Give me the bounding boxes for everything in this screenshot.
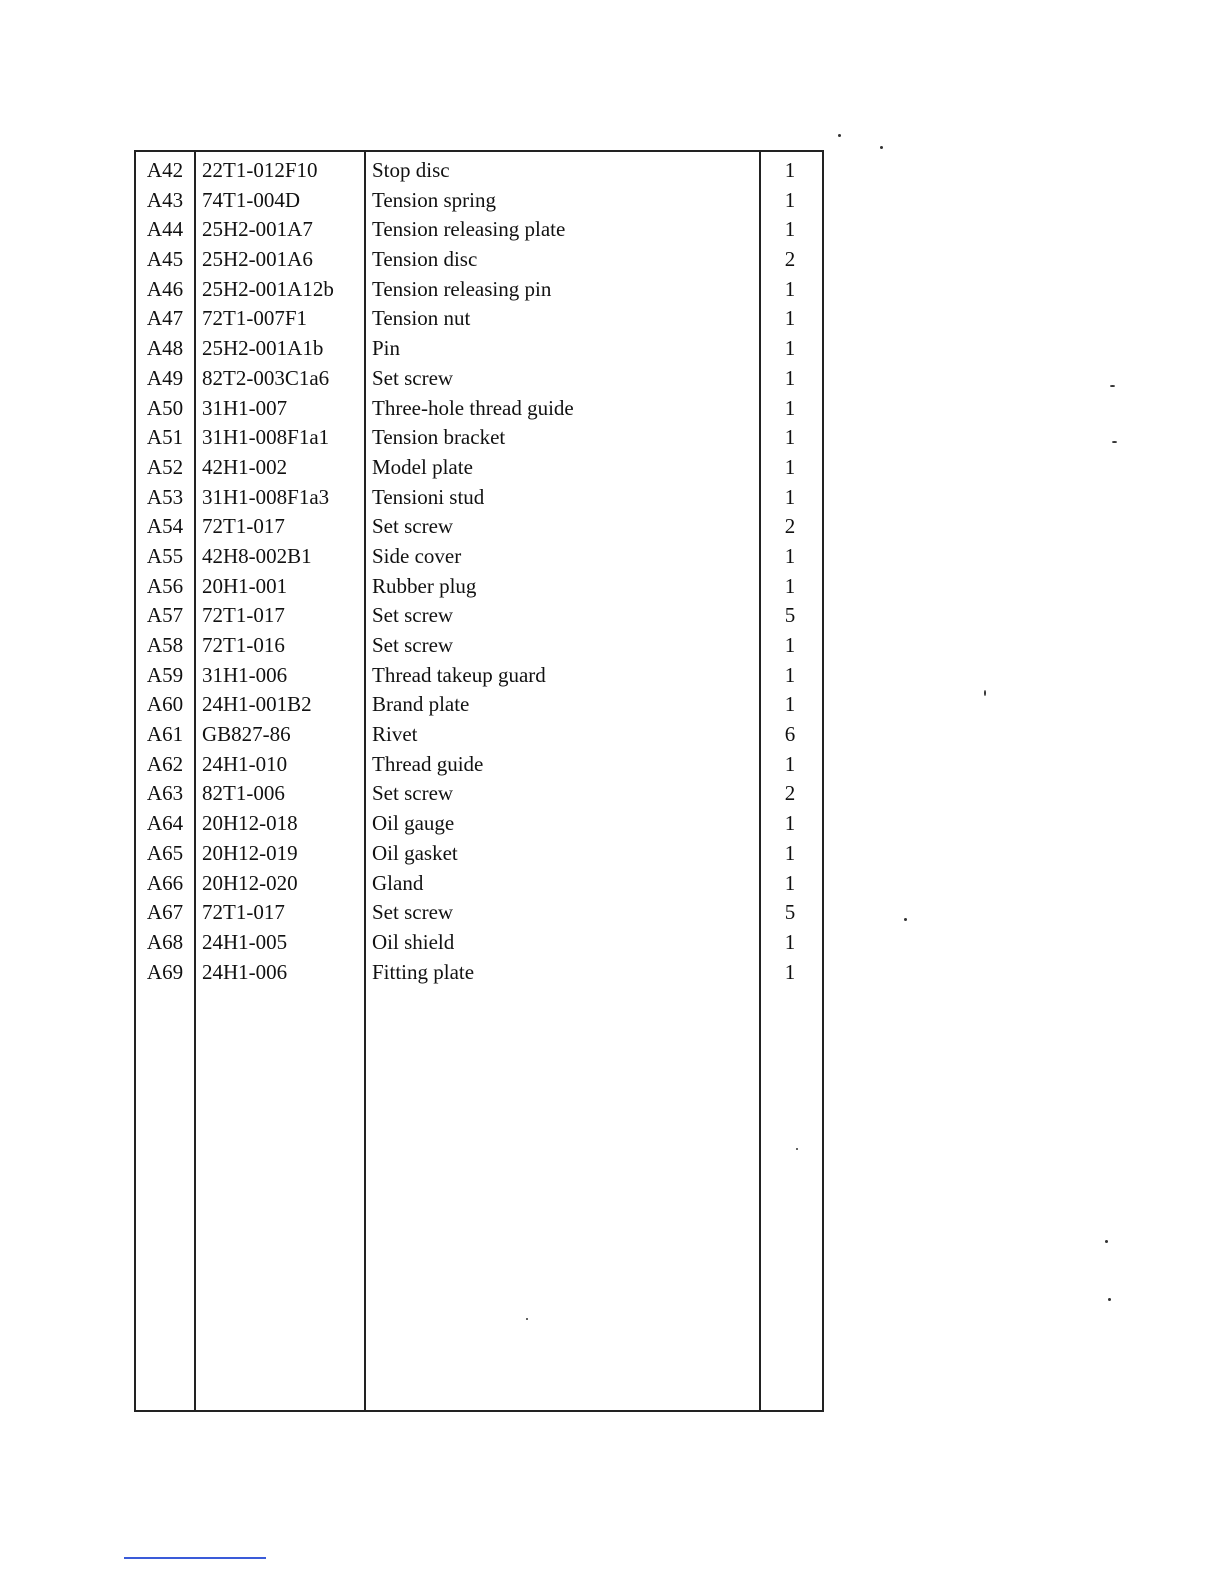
part-code: 20H12-019 <box>202 840 298 865</box>
scan-speck <box>1108 1298 1111 1301</box>
scan-speck <box>796 1148 798 1150</box>
part-code: 25H2-001A1b <box>202 336 324 361</box>
table-row <box>136 423 822 453</box>
part-code: 31H1-008F1a3 <box>202 484 330 509</box>
part-number: A63 <box>146 781 184 806</box>
part-description: Brand plate <box>372 692 470 717</box>
part-quantity: 1 <box>784 573 796 598</box>
part-code: 31H1-006 <box>202 662 288 687</box>
part-description: Set screw <box>372 603 454 628</box>
table-row <box>136 958 822 988</box>
part-code: 72T1-017 <box>202 900 285 925</box>
part-number: A62 <box>146 751 184 776</box>
part-quantity: 1 <box>784 217 796 242</box>
part-quantity: 1 <box>784 365 796 390</box>
part-quantity: 2 <box>784 514 796 539</box>
part-description: Rivet <box>372 722 418 747</box>
part-code: GB827-86 <box>202 722 291 747</box>
table-row <box>136 512 822 542</box>
part-description: Fitting plate <box>372 959 475 984</box>
part-description: Three-hole thread guide <box>372 395 574 420</box>
part-quantity: 2 <box>784 247 796 272</box>
table-row <box>136 334 822 364</box>
table-row <box>136 394 822 424</box>
table-row <box>136 750 822 780</box>
part-quantity: 1 <box>784 484 796 509</box>
part-code: 24H1-006 <box>202 959 288 984</box>
part-description: Side cover <box>372 543 462 568</box>
part-quantity: 1 <box>784 425 796 450</box>
part-quantity: 1 <box>784 929 796 954</box>
part-number: A56 <box>146 573 184 598</box>
part-code: 31H1-007 <box>202 395 288 420</box>
scan-speck <box>1110 385 1115 387</box>
part-quantity: 1 <box>784 811 796 836</box>
part-number: A66 <box>146 870 184 895</box>
part-code: 25H2-001A12b <box>202 276 334 301</box>
part-quantity: 2 <box>784 781 796 806</box>
part-code: 42H8-002B1 <box>202 543 312 568</box>
table-row <box>136 720 822 750</box>
scan-speck <box>1105 1240 1108 1243</box>
part-quantity: 1 <box>784 306 796 331</box>
part-quantity: 1 <box>784 662 796 687</box>
part-code: 25H2-001A6 <box>202 247 313 272</box>
part-number: A58 <box>146 633 184 657</box>
part-quantity: 5 <box>784 900 796 925</box>
part-description: Set screw <box>372 781 454 806</box>
table-row <box>136 156 822 186</box>
table-row <box>136 869 822 899</box>
part-code: 20H1-001 <box>202 573 288 598</box>
part-number: A51 <box>146 425 184 450</box>
part-number: A43 <box>146 187 184 212</box>
part-description: Set screw <box>372 900 454 925</box>
part-number: A46 <box>146 276 184 301</box>
part-code: 24H1-005 <box>202 929 288 954</box>
part-number: A52 <box>146 454 184 479</box>
scan-speck <box>904 918 907 921</box>
part-quantity: 1 <box>784 543 796 568</box>
part-description: Model plate <box>372 454 473 479</box>
parts-table <box>134 150 824 1412</box>
part-quantity: 1 <box>784 395 796 420</box>
part-quantity: 1 <box>784 454 796 479</box>
part-number: A59 <box>146 662 184 687</box>
part-quantity: 1 <box>784 336 796 361</box>
part-code: 72T1-017 <box>202 514 285 539</box>
part-description: Pin <box>372 336 401 361</box>
table-row <box>136 304 822 334</box>
part-number: A50 <box>146 395 184 420</box>
part-quantity: 6 <box>784 722 796 747</box>
table-row <box>136 275 822 305</box>
part-quantity: 1 <box>784 840 796 865</box>
scan-speck <box>526 1318 528 1320</box>
part-number: A49 <box>146 365 184 390</box>
table-row <box>136 661 822 691</box>
part-description: Thread guide <box>372 751 484 776</box>
table-row <box>136 215 822 245</box>
part-description: Thread takeup guard <box>372 662 546 687</box>
part-number: A64 <box>146 811 184 836</box>
table-row <box>136 364 822 394</box>
part-number: A53 <box>146 484 184 509</box>
part-description: Oil gasket <box>372 840 458 865</box>
table-row <box>136 453 822 483</box>
part-code: 74T1-004D <box>202 187 300 212</box>
table-row <box>136 928 822 958</box>
part-description: Tension releasing pin <box>372 276 552 301</box>
part-description: Stop disc <box>372 158 450 182</box>
part-number: A48 <box>146 336 184 361</box>
part-description: Set screw <box>372 365 454 390</box>
table-row <box>136 245 822 275</box>
part-number: A57 <box>146 603 184 628</box>
part-number: A68 <box>146 929 184 954</box>
part-quantity: 5 <box>784 603 796 628</box>
table-row <box>136 839 822 869</box>
part-number: A47 <box>146 306 184 331</box>
part-quantity: 1 <box>784 187 796 212</box>
table-row <box>136 186 822 216</box>
table-row <box>136 601 822 631</box>
part-description: Tension spring <box>372 187 496 212</box>
part-number: A65 <box>146 840 184 865</box>
part-number: A55 <box>146 543 184 568</box>
part-description: Set screw <box>372 514 454 539</box>
part-number: A60 <box>146 692 184 717</box>
scan-speck <box>984 690 986 696</box>
part-quantity: 1 <box>784 870 796 895</box>
part-quantity: 1 <box>784 692 796 717</box>
part-description: Tension nut <box>372 306 471 331</box>
table-row <box>136 572 822 602</box>
part-code: 20H12-020 <box>202 870 298 895</box>
part-code: 20H12-018 <box>202 811 298 836</box>
scan-speck <box>880 146 883 149</box>
table-row <box>136 898 822 928</box>
part-number: A69 <box>146 959 184 984</box>
part-description: Tension disc <box>372 247 478 272</box>
part-code: 42H1-002 <box>202 454 288 479</box>
part-description: Gland <box>372 870 424 895</box>
part-number: A44 <box>146 217 184 242</box>
part-description: Rubber plug <box>372 573 477 598</box>
part-code: 72T1-017 <box>202 603 285 628</box>
part-code: 82T1-006 <box>202 781 285 806</box>
footer-rule <box>124 1557 266 1559</box>
table-row <box>136 631 822 661</box>
table-row <box>136 809 822 839</box>
part-description: Oil gauge <box>372 811 455 836</box>
part-number: A45 <box>146 247 184 272</box>
part-code: 24H1-010 <box>202 751 288 776</box>
part-code: 25H2-001A7 <box>202 217 313 242</box>
part-code: 24H1-001B2 <box>202 692 312 717</box>
part-description: Tensioni stud <box>372 484 485 509</box>
table-row <box>136 779 822 809</box>
part-code: 31H1-008F1a1 <box>202 425 330 450</box>
part-quantity: 1 <box>784 959 796 984</box>
part-code: 82T2-003C1a6 <box>202 365 330 390</box>
part-quantity: 1 <box>784 158 796 182</box>
part-code: 72T1-007F1 <box>202 306 307 331</box>
part-description: Set screw <box>372 633 454 657</box>
scan-speck <box>838 134 841 137</box>
part-number: A54 <box>146 514 184 539</box>
table-row <box>136 690 822 720</box>
table-row <box>136 483 822 513</box>
scan-speck <box>1112 441 1117 443</box>
part-code: 22T1-012F10 <box>202 158 318 182</box>
table-row <box>136 542 822 572</box>
part-quantity: 1 <box>784 276 796 301</box>
part-description: Tension bracket <box>372 425 506 450</box>
part-quantity: 1 <box>784 633 796 657</box>
part-code: 72T1-016 <box>202 633 285 657</box>
part-description: Tension releasing plate <box>372 217 566 242</box>
part-quantity: 1 <box>784 751 796 776</box>
part-number: A67 <box>146 900 184 925</box>
part-number: A42 <box>146 158 184 182</box>
parts-rows <box>136 156 822 987</box>
part-number: A61 <box>146 722 184 747</box>
part-description: Oil shield <box>372 929 455 954</box>
